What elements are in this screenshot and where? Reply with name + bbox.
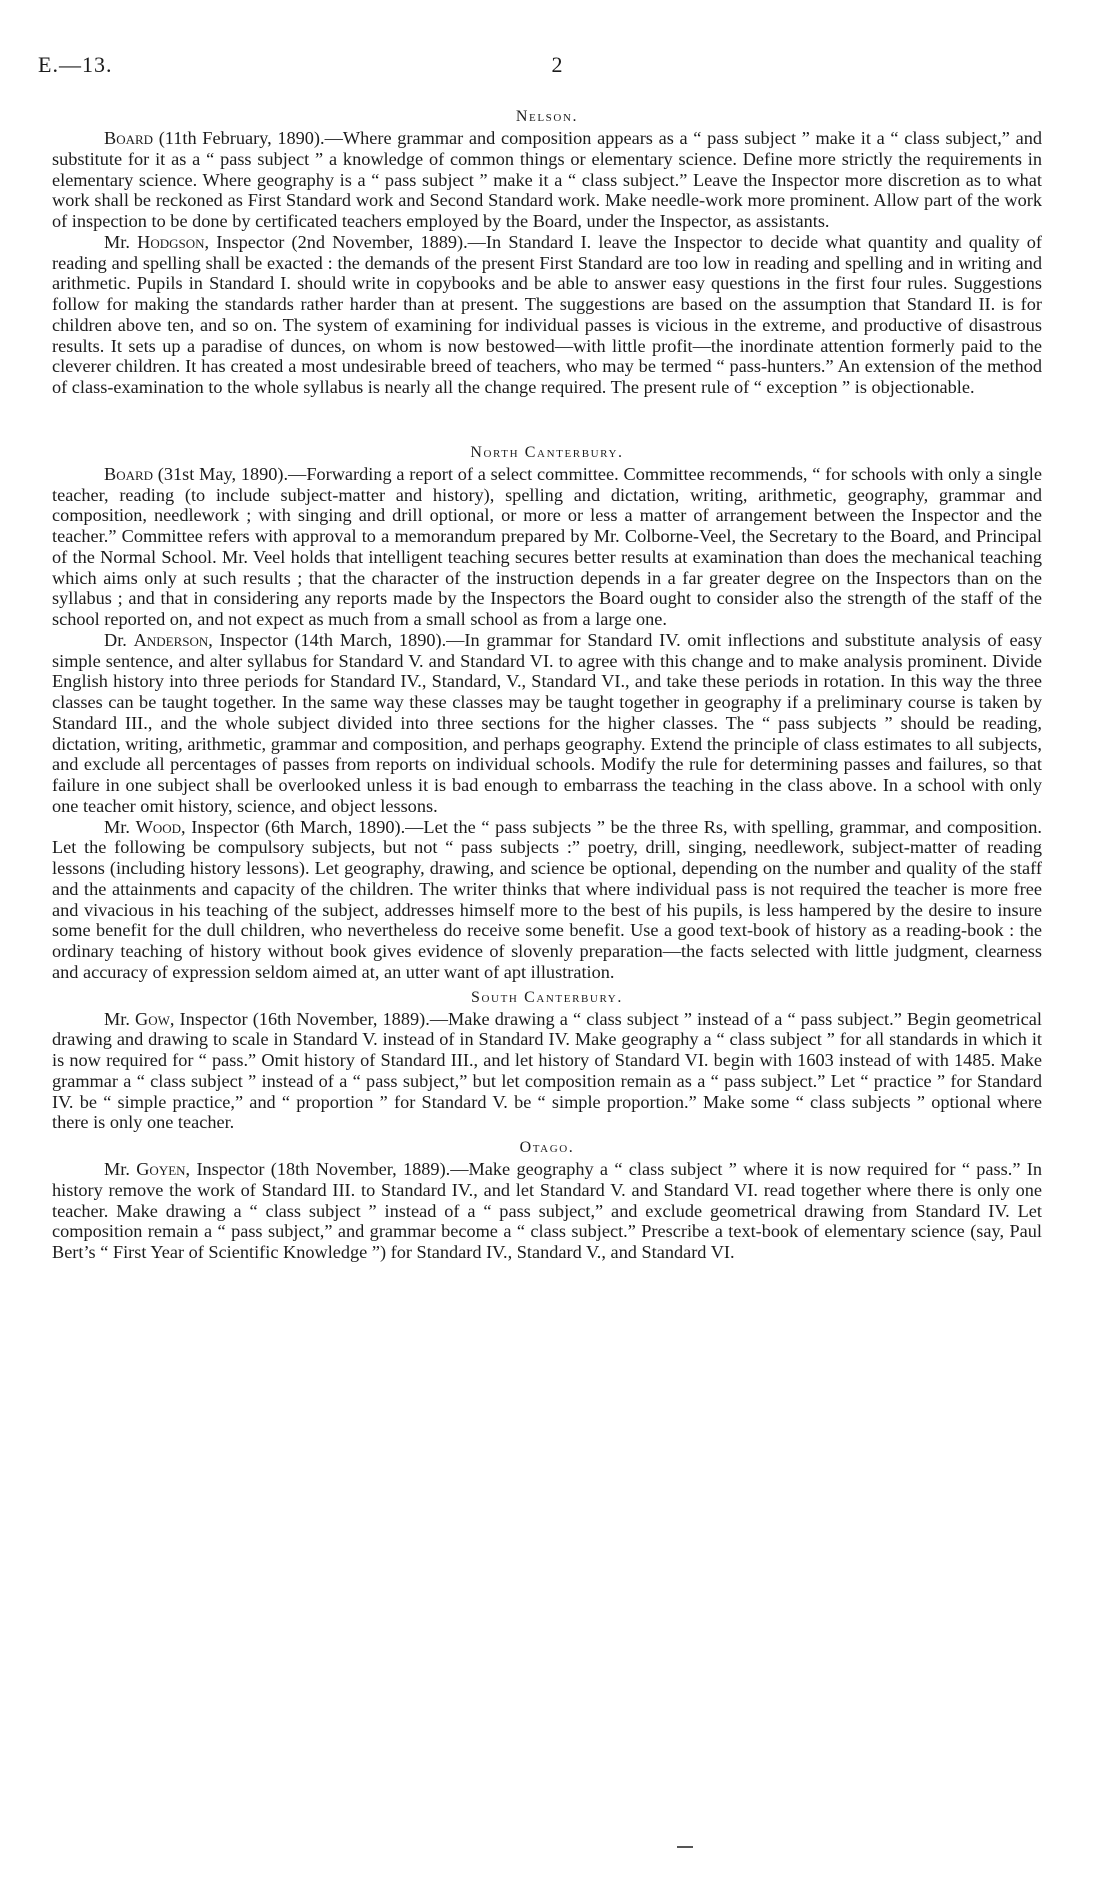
- speaker-name: Board: [104, 128, 154, 148]
- document-reference: E.—13.: [38, 52, 113, 77]
- speaker-prefix: Mr.: [104, 231, 138, 252]
- paragraph-nelson-hodgson: [52, 232, 1042, 398]
- speaker-prefix: Mr.: [104, 1008, 136, 1029]
- paragraph-nelson-board: [52, 128, 1042, 232]
- speaker-prefix: Mr.: [104, 816, 136, 837]
- speaker-name: Board: [104, 463, 154, 484]
- paragraph-text: , Inspector (18th November, 1889).—Make geography a “ class subject ” where it is now required for “ pass.” In history remove the work of Standard III. to Standard IV., and let Standard V. and Standard VI. read together where there is only one teacher. Make drawing a “ class subject ” instead of a “ pass subject,” and exclude geometrical drawing from Standard IV. Let composition remain a “ pass subject,” and grammar become a “ class subject.” Prescribe a text-book of elementary science (say, Paul Bert’s “ First Year of Scientific Knowledge ”) for Standard IV., Standard V., and Standard VI.: [52, 1159, 1042, 1262]
- section-title: South Canterbury.: [471, 988, 623, 1006]
- section-title: Nelson.: [515, 108, 579, 125]
- section-south-canterbury: [52, 987, 1042, 1134]
- paragraph-north-canterbury-anderson: [52, 630, 1042, 817]
- paragraph-text: , Inspector (16th November, 1889).—Make drawing a “ class subject ” instead of a “ pass subject.” Begin geometrical drawing and drawing to scale in Standard V. instead of in Standard IV. Make geography a “ class subject ” for all standards in which it is now required for “ pass.” Omit history of Standard III., and let history of Standard VI. begin with 1603 instead of with 1485. Make grammar a “ class subject ” instead of a “ pass subject,” but let composition remain as a “ pass subject.” Let “ practice ” for Standard IV. be “ simple practice,” and “ proportion ” for Standard V. be “ simple proportion.” Make some “ class subjects ” optional where there is only one teacher.: [52, 1008, 1042, 1133]
- paragraph-north-canterbury-wood: [52, 817, 1042, 983]
- paragraph-text: , Inspector (2nd November, 1889).—In Standard I. leave the Inspector to decide what quantity and quality of reading and spelling shall be exacted : the demands of the present First Standard are too low in reading and spelling and in writing and arithmetic. Pupils in Standard I. should write in copybooks and be able to answer easy questions in the first four rules. Suggestions follow for making the standards rather harder than at present. The suggestions are based on the assumption that Standard II. is for children above ten, and so on. The system of examining for individual passes is vicious in the extreme, and productive of disastrous results. It sets up a paradise of dunces, on whom is now bestowed—with little profit—the inordinate attention formerly paid to the cleverer children. It has created a most undesirable breed of teachers, who may be termed “ pass-hunters.” An extension of the method of class-examination to the whole syllabus is nearly all the change required. The present rule of “ exception ” is objectionable.: [52, 231, 1042, 397]
- speaker-name: Anderson: [133, 629, 209, 650]
- speaker-name: Gow: [135, 1008, 170, 1029]
- paragraph-south-canterbury-gow: [52, 1009, 1042, 1134]
- section-otago: [52, 1137, 1042, 1263]
- print-mark: [677, 1846, 693, 1848]
- speaker-prefix: Dr.: [104, 629, 134, 650]
- page-body: [52, 106, 1042, 1263]
- speaker-name: Hodgson: [137, 231, 205, 252]
- speaker-name: Goyen: [136, 1159, 186, 1179]
- paragraph-otago-goyen: [52, 1159, 1042, 1263]
- section-north-canterbury: [52, 442, 1042, 983]
- section-nelson: [52, 106, 1042, 398]
- speaker-name: Wood: [135, 816, 181, 837]
- section-title: Otago.: [519, 1139, 575, 1156]
- speaker-prefix: Mr.: [104, 1159, 137, 1179]
- section-title: North Canterbury.: [470, 443, 624, 461]
- page-number: 2: [551, 52, 563, 77]
- paragraph-text: (31st May, 1890).—Forwarding a report of a select committee. Committee recommends, “ for schools with only a single teacher, reading (to include subject-matter and history), spelling and dictation, writing, arithmetic, geography, grammar and composition, needlework ; with singing and drill optional, or more or less a matter of arrangement between the Inspector and the teacher.” Committee refers with approval to a memorandum prepared by Mr. Colborne-Veel, the Secretary to the Board, and Principal of the Normal School. Mr. Veel holds that intelligent teaching secures better results at examination than does the mechanical teaching which aims only at such results ; that the character of the instruction depends in a far greater degree on the Inspectors than on the syllabus ; and that in considering any reports made by the Inspectors the Board ought to consider also the strength of the staff of the school reported on, and not expect as much from a small school as from a large one.: [52, 463, 1042, 629]
- paragraph-text: , Inspector (14th March, 1890).—In grammar for Standard IV. omit inflections and substitute analysis of easy simple sentence, and alter syllabus for Standard V. and Standard VI. to agree with this change and to make analysis prominent. Divide English history into three periods for Standard IV., Standard, V., Standard VI., and take these periods in rotation. In this way the three classes can be taught together. In the same way these classes may be taught together in geography if a preliminary course is taken by Standard III., and the whole subject divided into three sections for the higher classes. The “ pass subjects ” should be reading, dictation, writing, arithmetic, grammar and composition, and perhaps geography. Extend the principle of class estimates to all subjects, and exclude all percentages of passes from reports on individual schools. Modify the rule for determining passes and failures, so that failure in one subject shall be overlooked unless it is bad enough to embarrass the teaching in the class above. In a school with only one teacher omit history, science, and object lessons.: [52, 629, 1042, 816]
- paragraph-text: , Inspector (6th March, 1890).—Let the “ pass subjects ” be the three Rs, with spelling, grammar, and composition. Let the following be compulsory subjects, but not “ pass subjects :” poetry, drill, singing, needlework, subject-matter of reading lessons (including history lessons). Let geography, drawing, and science be optional, depending on the number and quality of the staff and the attainments and capacity of the children. The writer thinks that where individual pass is not required the teacher is more free and vivacious in his teaching of the subject, addresses himself more to the best of his pupils, is less hampered by the desire to insure some benefit for the dull children, who nevertheless do receive some benefit. Use a good text-book of history as a reading-book : the ordinary teaching of history without book gives evidence of slovenly preparation—the facts selected with little judgment, clearness and accuracy of expression seldom aimed at, an utter want of apt illustration.: [52, 816, 1042, 982]
- paragraph-text: (11th February, 1890).—Where grammar and composition appears as a “ pass subject ” make it a “ class subject,” and substitute for it as a “ pass subject ” a knowledge of common things or elementary science. Define more strictly the requirements in elementary science. Where geography is a “ pass subject ” make it a “ class subject.” Leave the Inspector more discretion as to what work shall be reckoned as First Standard work and Second Standard work. Make needle-work more prominent. Allow part of the work of inspection to be done by certificated teachers employed by the Board, under the Inspector, as assistants.: [52, 128, 1042, 231]
- paragraph-north-canterbury-board: [52, 464, 1042, 630]
